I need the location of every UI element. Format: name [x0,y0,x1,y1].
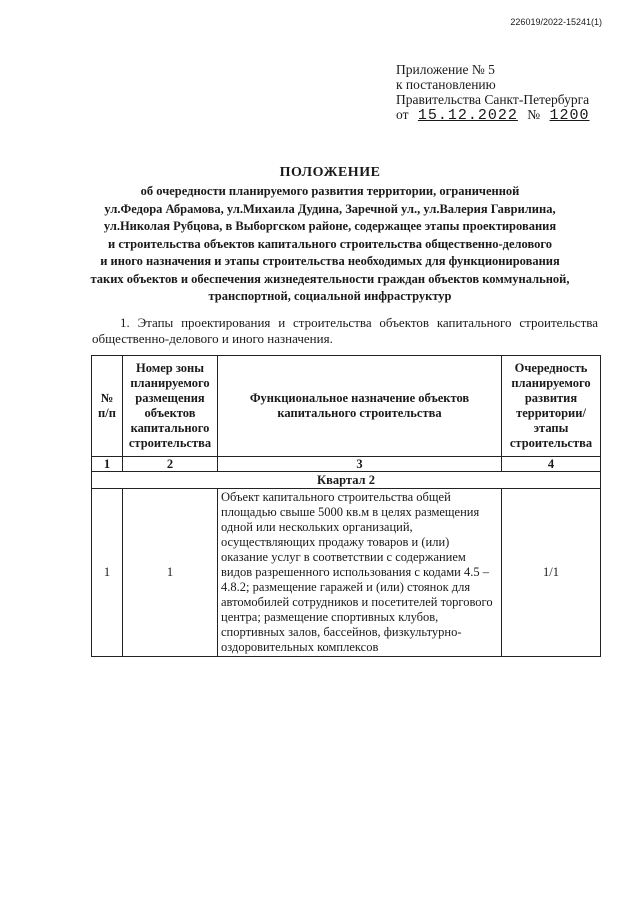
row-number: 1 [92,489,123,657]
header-number: № п/п [92,356,123,457]
quarter-row [92,472,601,489]
appendix-line-2: к постановлению [396,77,496,92]
header-stage: Очередность планируемого развития территории/ этапы строительства [502,356,601,457]
title-line: ул.Федора Абрамова, ул.Михаила Дудина, Заречной ул., ул.Валерия Гаврилина, [104,201,556,216]
row-zone: 1 [123,489,218,657]
column-numbers-row [92,457,601,472]
title-line: таких объектов и обеспечения жизнедеятельности граждан объектов коммунальной, [90,271,570,286]
column-number: 3 [218,457,502,472]
stages-table [91,355,601,657]
title-line: и иного назначения и этапы строительства необходимых для функционирования [100,254,560,268]
document-number: 226019/2022-15241(1) [510,17,602,27]
quarter-label: Квартал 2 [92,472,601,489]
intro-paragraph: 1. Этапы проектирования и строительства объектов капитального строительства общественно-делового и иного назначения. [92,315,598,346]
section-intro [92,315,598,347]
title-line: транспортной, социальной инфраструктур [208,289,452,303]
document-title [60,165,600,306]
title-line: и строительства объектов капитального строительства общественно-делового [108,236,552,251]
column-number: 4 [502,457,601,472]
row-stage: 1/1 [502,489,601,657]
appendix-line-1: Приложение № 5 [396,62,495,77]
table-row [92,489,601,657]
column-number: 2 [123,457,218,472]
row-purpose: Объект капитального строительства общей площадью свыше 5000 кв.м в целях размещения одной или нескольких организаций, осуществляющих продажу товаров и (или) оказание услуг в соответствии с содержанием видов разрешенного использования с кодами 4.5 – 4.8.2; размещение гаражей и (или) стоянок для автомобилей сотрудников и посетителей торгового центра; размещение спортивных клубов, спортивных залов, бассейнов, физкультурно-оздоровительных комплексов [218,489,502,657]
header-zone: Номер зоны планируемого размещения объектов капитального строительства [123,356,218,457]
title-line: ул.Николая Рубцова, в Выборгском районе, содержащее этапы проектирования [103,219,557,233]
number-prefix: № [527,107,541,122]
resolution-number: 1200 [549,107,590,124]
column-number: 1 [92,457,123,472]
table-header-row [92,356,601,457]
title-line: об очередности планируемого развития территории, ограниченной [140,184,520,198]
title-heading: ПОЛОЖЕНИЕ [279,165,381,180]
date-prefix: от [396,107,409,122]
title-subtitle [60,183,600,306]
header-purpose: Функциональное назначение объектов капитального строительства [218,356,502,457]
resolution-date: 15.12.2022 [417,107,518,124]
appendix-line-3: Правительства Санкт-Петербурга [396,92,590,107]
appendix-block [396,62,596,123]
appendix-date-line [396,107,596,123]
